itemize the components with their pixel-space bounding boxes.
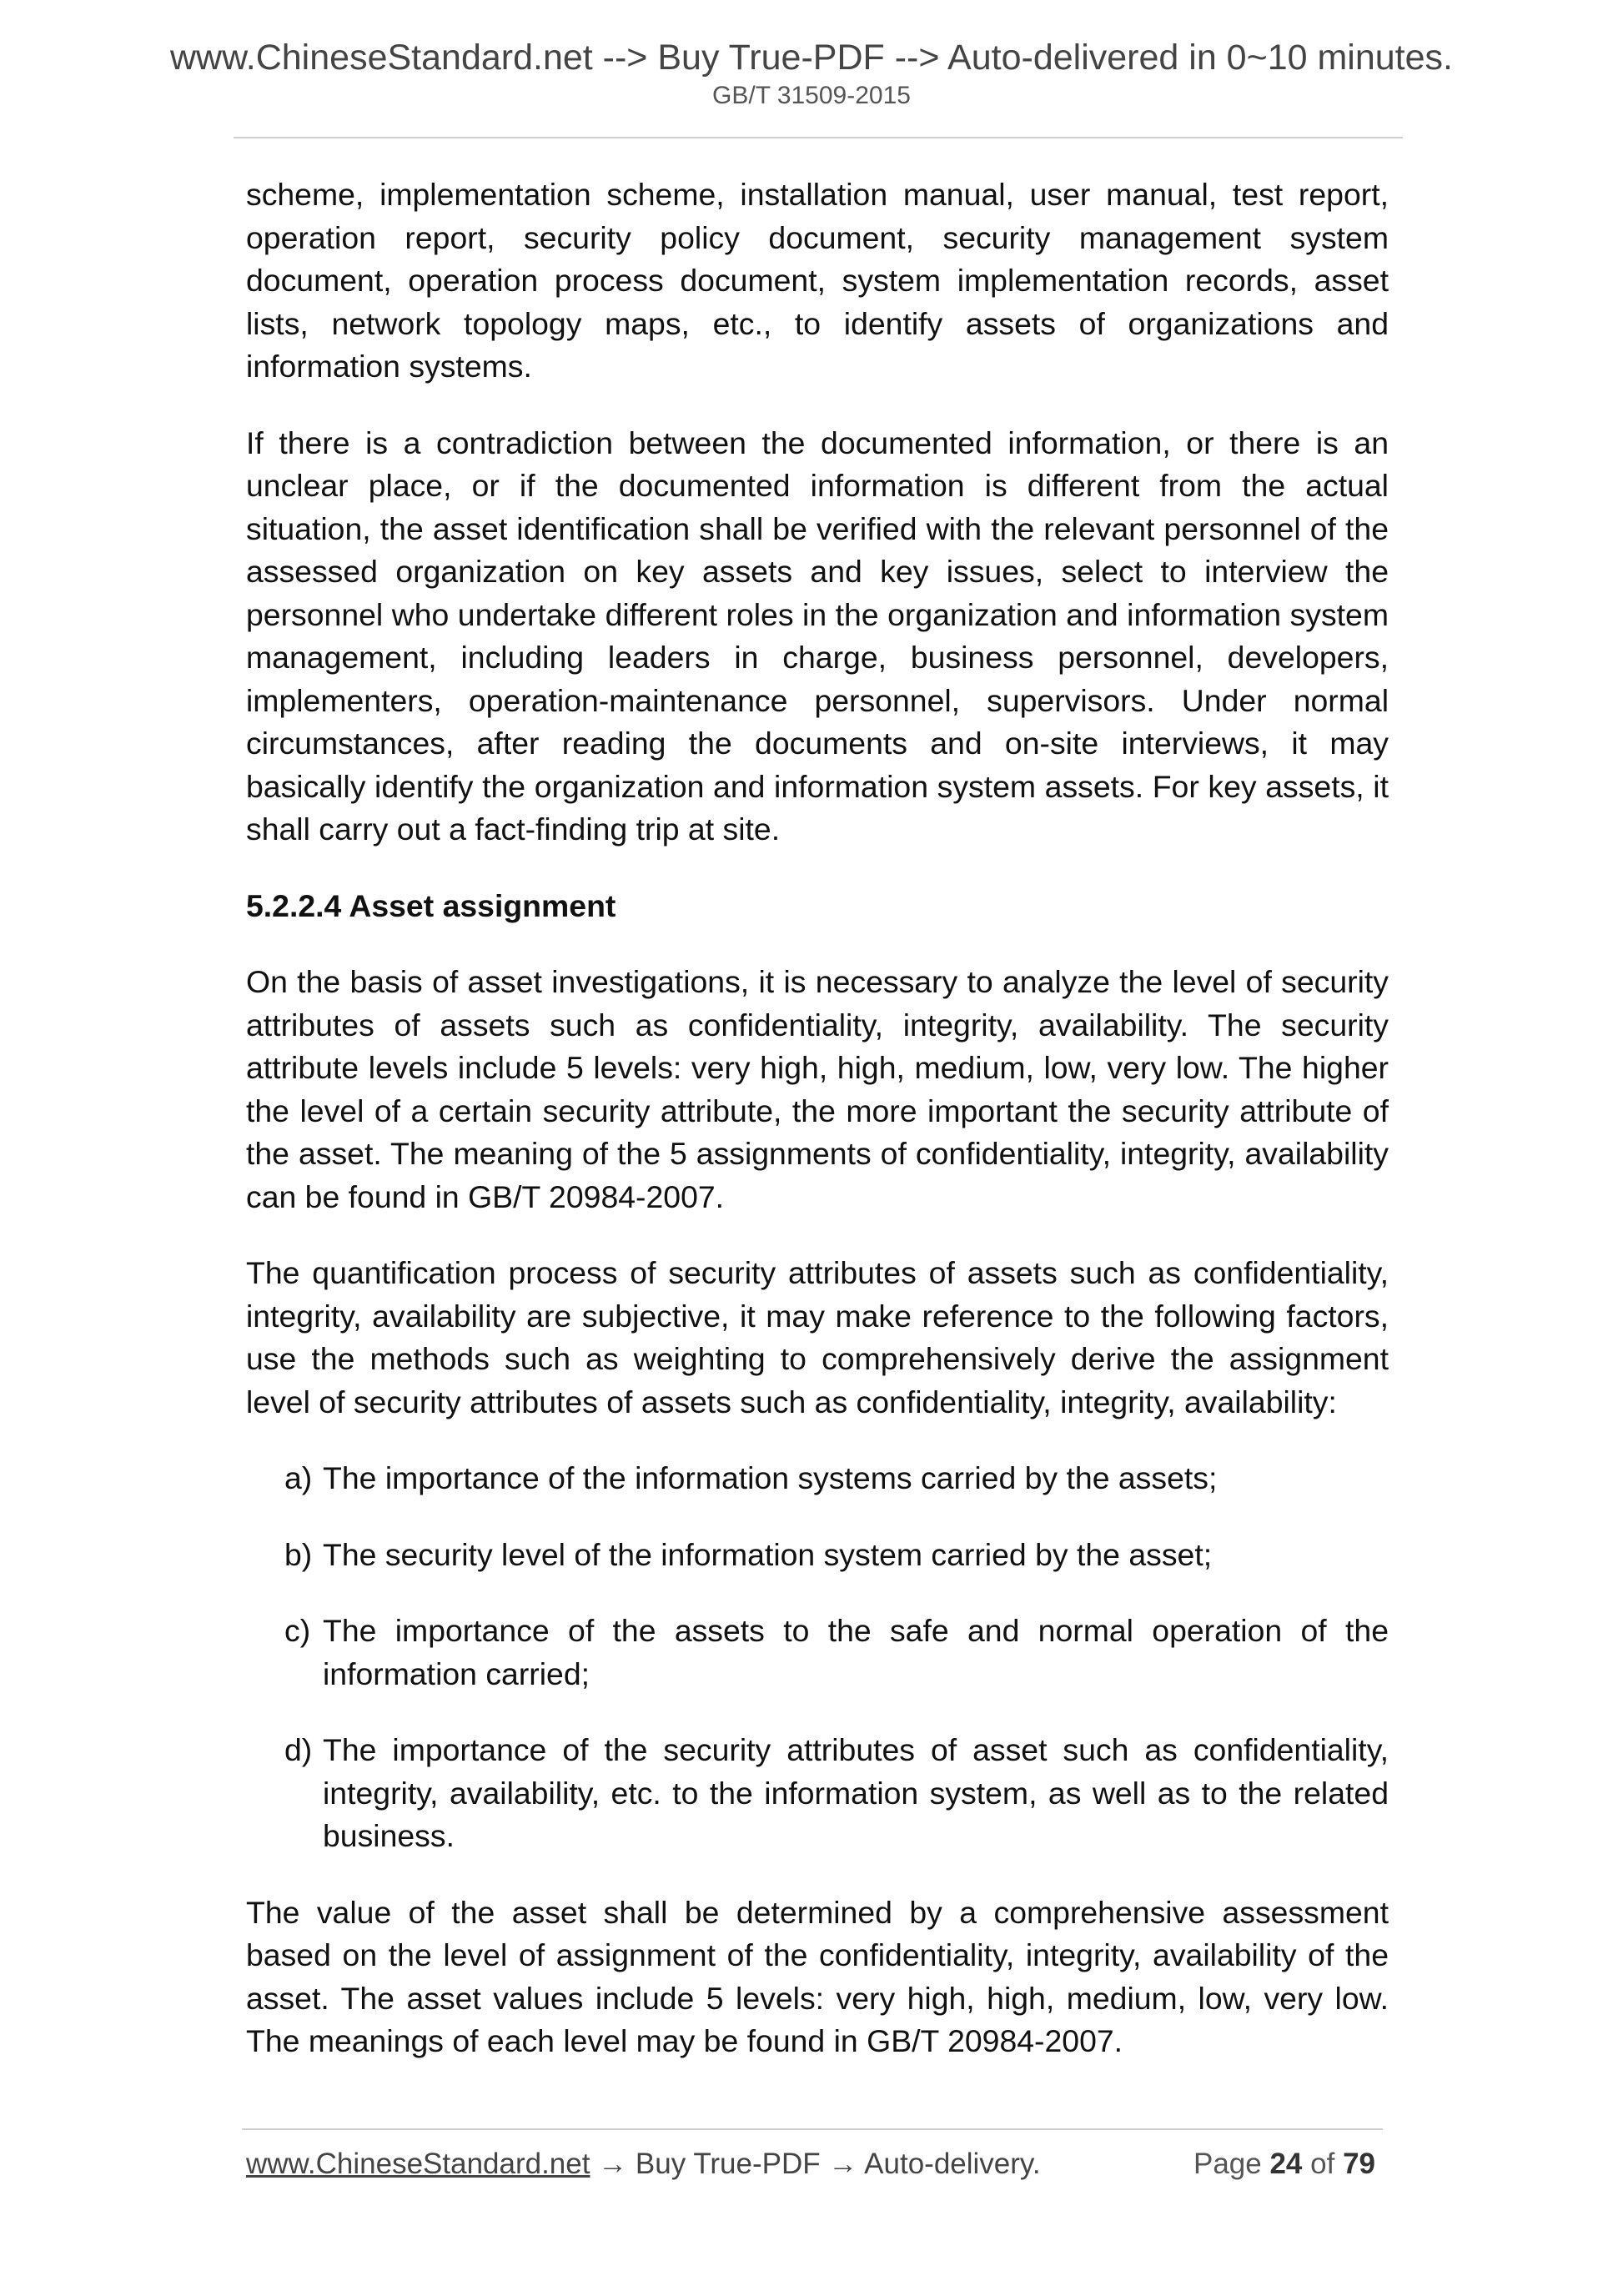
page-indicator (1193, 2149, 1375, 2178)
current-page-number: 24 (1269, 2148, 1303, 2180)
list-marker: d) (284, 1732, 313, 1767)
paragraph-1: scheme, implementation scheme, installation manual, user manual, test report, operation report, security policy document, security management system document, operation process document, system implementation records, asset lists, network topology maps, etc., to identify assets of organizations and information systems. (246, 177, 1389, 384)
page-content (246, 173, 1389, 2097)
list-marker: c) (284, 1613, 311, 1648)
list-item (284, 1729, 1389, 1858)
list-marker: a) (284, 1460, 313, 1495)
footer-divider (242, 2128, 1383, 2130)
paragraph-2: If there is a contradiction between the documented information, or there is an unclear place, or if the documented information is different from the actual situation, the asset identification shall be verified with the relevant personnel of the assessed organization on key assets and key issues, select to interview the personnel who undertake different roles in the organization and information system management, including leaders in charge, business personnel, developers, implementers, operation-maintenance personnel, supervisors. Under normal circumstances, after reading the documents and on-site interviews, it may basically identify the organization and information system assets. For key assets, it shall carry out a fact-finding trip at site. (246, 425, 1389, 847)
list-text: The importance of the assets to the safe and normal operation of the information carried; (323, 1613, 1389, 1691)
section-heading: 5.2.2.4 Asset assignment (246, 887, 616, 923)
list-item (284, 1534, 1389, 1577)
list-item (284, 1610, 1389, 1696)
header-divider (234, 137, 1403, 138)
paragraph-4: The quantification process of security attributes of assets such as confidentiality, integrity, availability are subjective, it may make reference to the following factors, use the methods such as weighting to comprehensively derive the assignment level of security attributes of assets such as confidentiality, integrity, availability: (246, 1255, 1389, 1419)
footer-site-link[interactable]: www.ChineseStandard.net (246, 2148, 590, 2180)
list-text: The importance of the information systems carried by the assets; (323, 1460, 1218, 1495)
header-banner: www.ChineseStandard.net --> Buy True-PDF --> Auto-delivered in 0~10 minutes. (169, 38, 1453, 78)
list-marker: b) (284, 1536, 313, 1572)
list-item (284, 1457, 1389, 1500)
paragraph-5: The value of the asset shall be determined by a comprehensive assessment based on the level of assignment of the confidentiality, integrity, availability of the asset. The asset values include 5 levels: very high, high, medium, low, very low. The meanings of each level may be found in GB/T 20984-2007. (246, 1894, 1389, 2058)
list-text: The importance of the security attributes of asset such as confidentiality, integrity, availability, etc. to the information system, as well as to the related business. (323, 1732, 1389, 1853)
list-text: The security level of the information system carried by the asset; (323, 1536, 1213, 1572)
of-label: of (1310, 2148, 1335, 2180)
document-id: GB/T 31509-2015 (712, 82, 911, 109)
total-pages-number: 79 (1343, 2148, 1375, 2180)
page-label: Page (1193, 2148, 1262, 2180)
footer-tagline: → Buy True-PDF → Auto-delivery. (590, 2148, 1041, 2180)
paragraph-3: On the basis of asset investigations, it is necessary to analyze the level of security attributes of assets such as confidentiality, integrity, availability. The security attribute levels include 5 levels: very high, high, medium, low, very low. The higher the level of a certain security attribute, the more important the security attribute of the asset. The meaning of the 5 assignments of confidentiality, integrity, availability can be found in GB/T 20984-2007. (246, 964, 1389, 1214)
footer-left (246, 2149, 1041, 2178)
